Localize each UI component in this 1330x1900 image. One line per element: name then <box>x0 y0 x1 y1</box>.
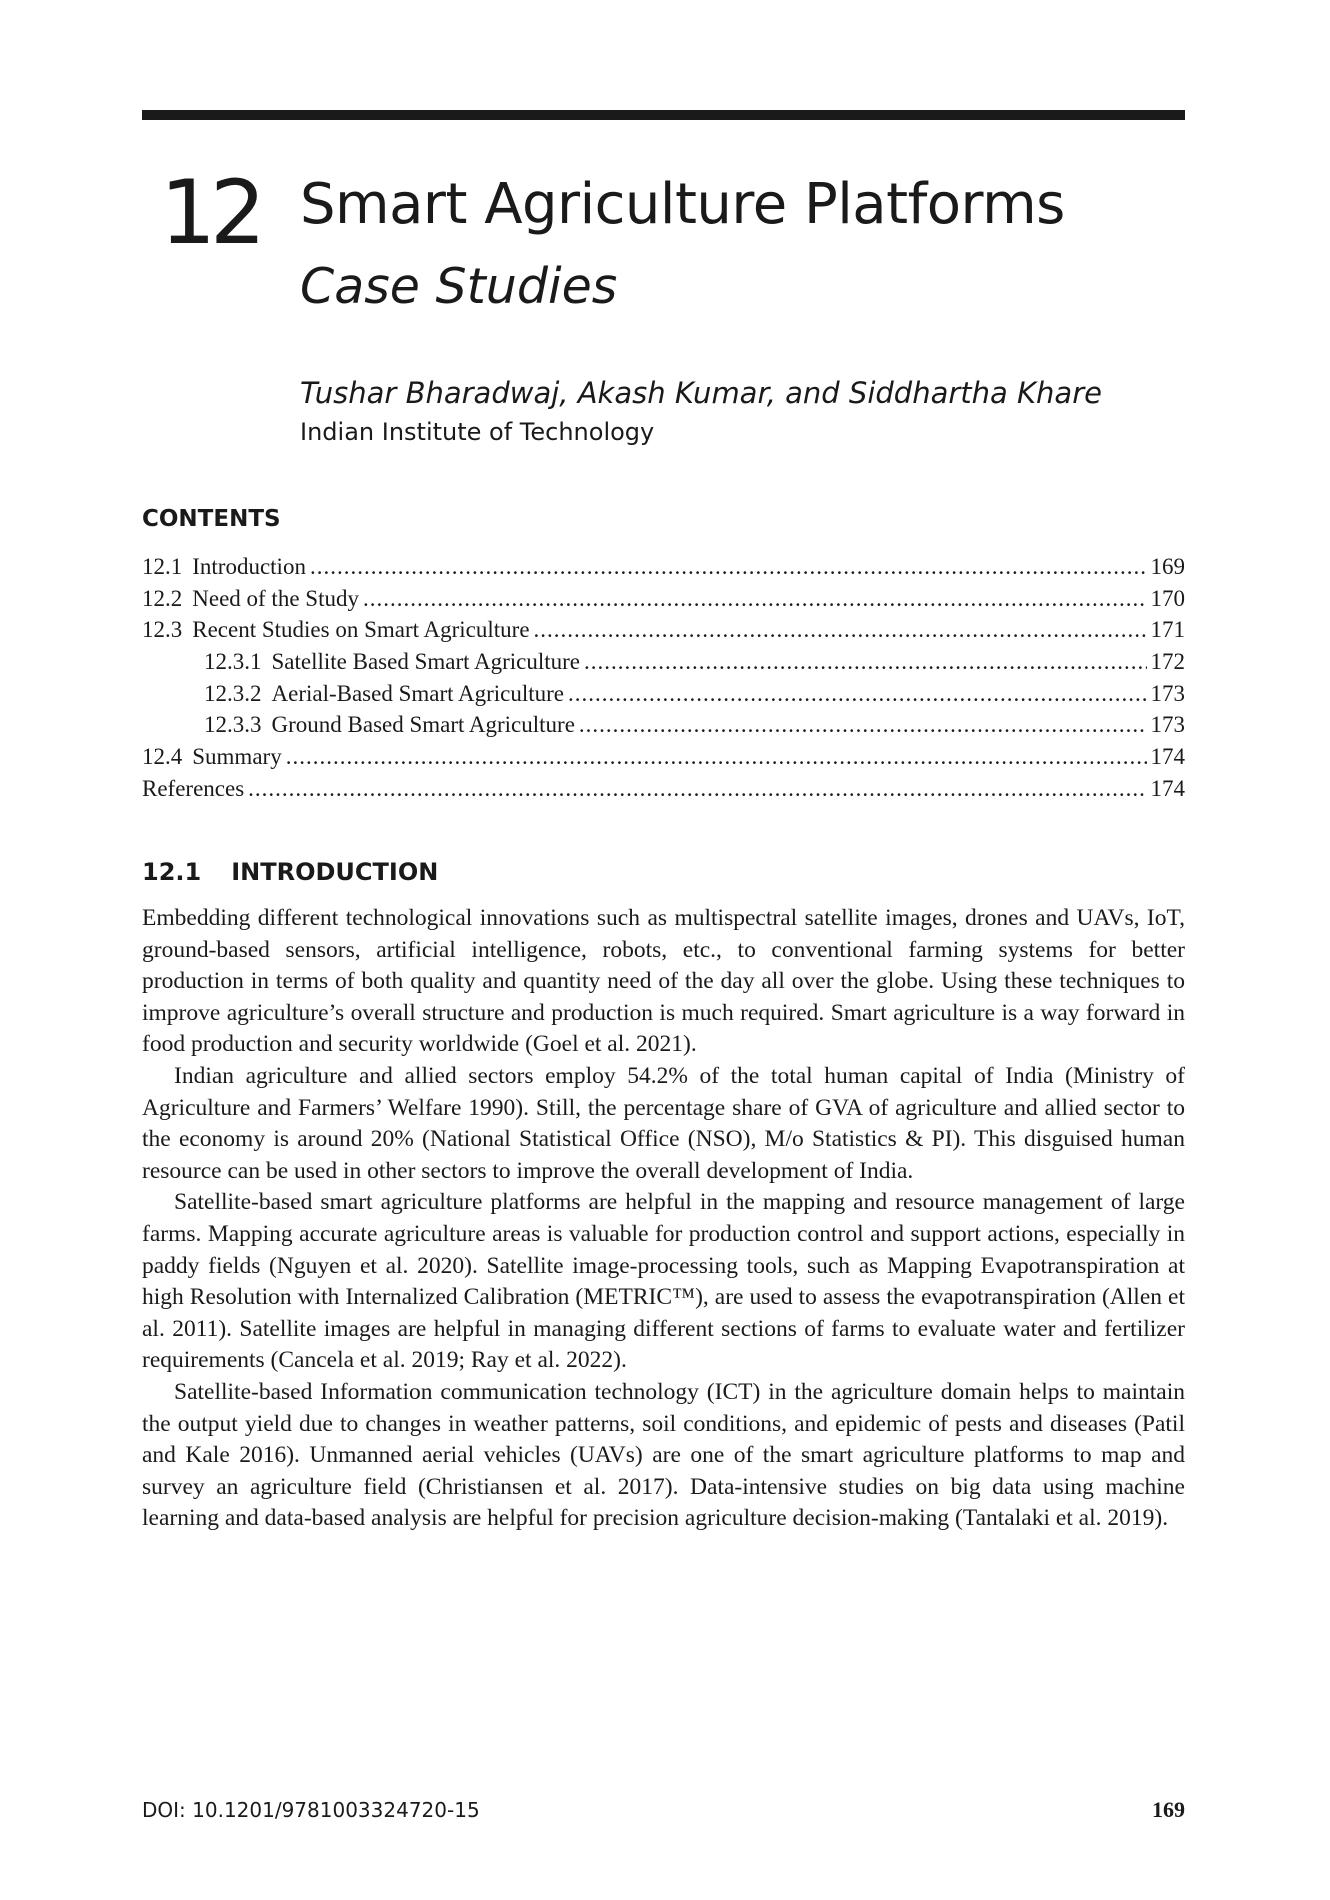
section-number: 12.1 <box>142 858 202 886</box>
toc-entry-number: 12.3 <box>142 617 183 643</box>
body-paragraph: Indian agriculture and allied sectors employ 54.2% of the total human capital of India (Ministry of Agriculture and Farmers’ Welfare 1990). Still, the percentage share of GVA of agriculture and allied sector to the economy is around 20% (National Statistical Office (NSO), M/o Statistics & PI). This disguised human resource can be used in other sectors to improve the overall development of India. <box>142 1062 1185 1184</box>
toc-subentry[interactable] <box>142 646 1185 678</box>
toc-dot-leader <box>534 614 1147 646</box>
toc-entry-page: 170 <box>1150 585 1185 611</box>
toc-entry-title: Aerial-Based Smart Agriculture <box>271 680 565 706</box>
toc-entry[interactable] <box>142 741 1185 773</box>
body-paragraph: Satellite-based smart agriculture platforms are helpful in the mapping and resource management of large farms. Mapping accurate agriculture areas is valuable for production control and support actions, especially in paddy fields (Nguyen et al. 2020). Satellite image-processing tools, such as Mapping Evapotranspiration at high Resolution with Internalized Calibration (METRIC™), are used to assess the evapotranspiration (Allen et al. 2011). Satellite images are helpful in managing different sections of farms to evaluate water and fertilizer requirements (Cancela et al. 2019; Ray et al. 2022). <box>142 1189 1185 1374</box>
author-affiliation: Indian Institute of Technology <box>300 418 655 446</box>
toc-dot-leader <box>579 709 1147 741</box>
toc-entry-number: 12.1 <box>142 554 183 579</box>
toc-entry-number: 12.3.3 <box>204 712 262 738</box>
toc-entry-title: Ground Based Smart Agriculture <box>271 712 575 738</box>
section-body <box>142 903 1185 1535</box>
footer-doi[interactable]: DOI: 10.1201/9781003324720-15 <box>142 1798 480 1822</box>
table-of-contents <box>142 551 1185 805</box>
toc-entry-title: Satellite Based Smart Agriculture <box>271 649 581 675</box>
toc-entry[interactable] <box>142 614 1185 646</box>
toc-dot-leader <box>568 678 1146 710</box>
footer-page-number: 169 <box>1152 1797 1185 1822</box>
toc-entry-number: 12.3.1 <box>204 649 262 675</box>
toc-entry-number: 12.3.2 <box>204 680 262 706</box>
toc-entry-title: Recent Studies on Smart Agriculture <box>192 617 530 643</box>
contents-heading: CONTENTS <box>142 506 281 532</box>
toc-dot-leader <box>363 583 1147 615</box>
toc-entry-title: Introduction <box>192 554 306 579</box>
top-rule <box>142 110 1185 120</box>
toc-entry-page: 173 <box>1150 680 1185 706</box>
toc-entry-references[interactable] <box>142 773 1185 805</box>
chapter-title: Smart Agriculture Platforms <box>300 172 1065 237</box>
toc-entry-page: 169 <box>1150 554 1185 579</box>
toc-dot-leader <box>248 773 1146 805</box>
body-paragraph: Embedding different technological innovations such as multispectral satellite images, drones and UAVs, IoT, ground-based sensors, artificial intelligence, robots, etc., to conventional farming systems for better production in terms of both quality and quantity need of the day all over the globe. Using these techniques to improve agriculture’s overall structure and production is much required. Smart agriculture is a way forward in food production and security worldwide (Goel et al. 2021). <box>142 905 1185 1058</box>
toc-entry[interactable] <box>142 551 1185 583</box>
toc-entry-page: 171 <box>1150 617 1185 643</box>
chapter-number: 12 <box>160 161 260 264</box>
section-title: INTRODUCTION <box>231 858 439 886</box>
body-paragraph: Satellite-based Information communication technology (ICT) in the agriculture domain helps to maintain the output yield due to changes in weather patterns, soil conditions, and epidemic of pests and diseases (Patil and Kale 2016). Unmanned aerial vehicles (UAVs) are one of the smart agriculture platforms to map and survey an agriculture field (Christiansen et al. 2017). Data-intensive studies on big data using machine learning and data-based analysis are helpful for precision agriculture decision-making (Tantalaki et al. 2019). <box>142 1378 1185 1532</box>
toc-entry-page: 173 <box>1150 712 1185 738</box>
toc-subentry[interactable] <box>142 709 1185 741</box>
toc-entry-title: References <box>142 775 245 801</box>
chapter-authors: Tushar Bharadwaj, Akash Kumar, and Siddhartha Khare <box>300 376 1102 410</box>
toc-dot-leader <box>310 551 1147 583</box>
toc-entry-title: Need of the Study <box>192 585 359 611</box>
toc-entry-page: 174 <box>1150 744 1185 770</box>
toc-entry-page: 174 <box>1150 775 1185 801</box>
toc-subentry[interactable] <box>142 678 1185 710</box>
toc-entry-page: 172 <box>1150 649 1185 675</box>
chapter-subtitle: Case Studies <box>300 258 618 315</box>
toc-entry-number: 12.2 <box>142 585 183 611</box>
section-heading <box>142 855 438 889</box>
toc-dot-leader <box>584 646 1146 678</box>
toc-entry[interactable] <box>142 583 1185 615</box>
toc-entry-number: 12.4 <box>142 744 183 770</box>
toc-entry-title: Summary <box>192 744 282 770</box>
toc-dot-leader <box>286 741 1147 773</box>
